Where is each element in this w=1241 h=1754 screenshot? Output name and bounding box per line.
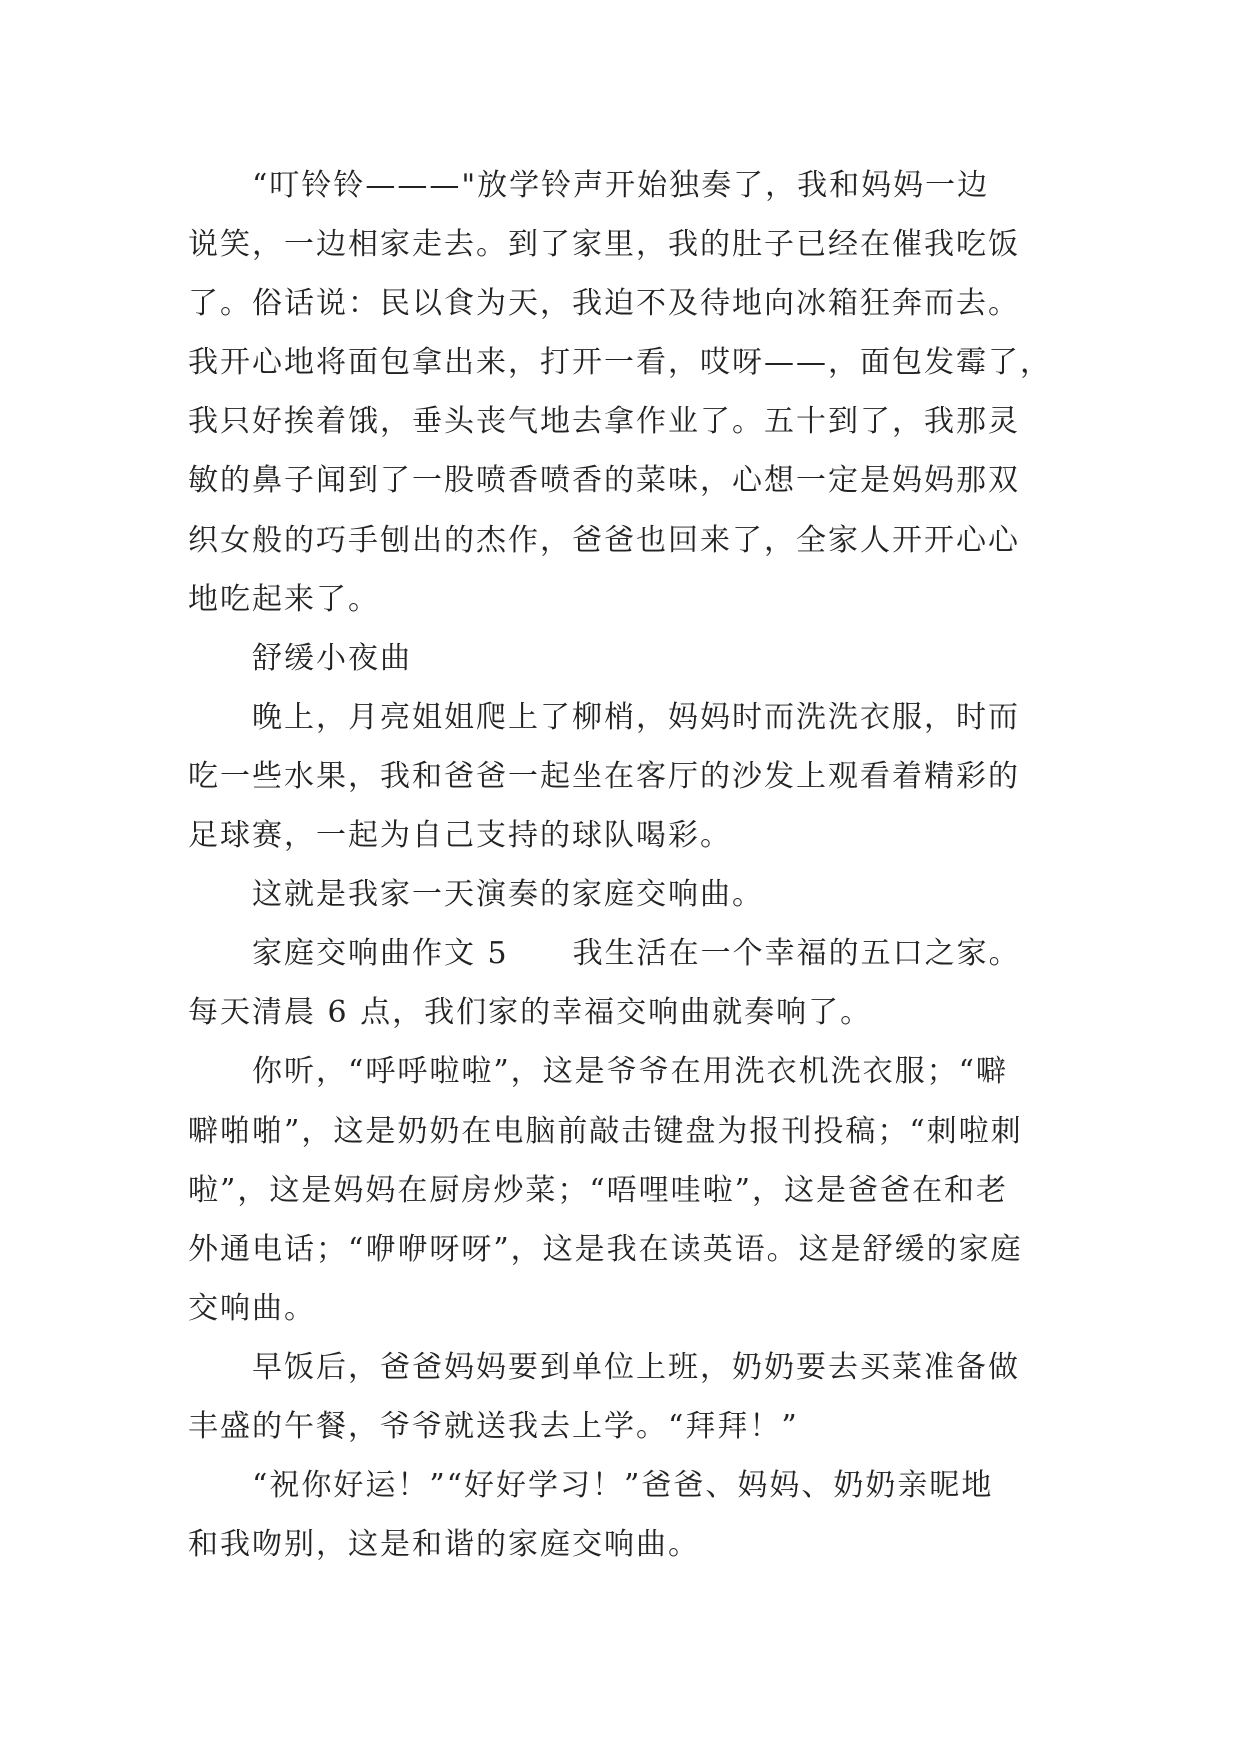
text-line: 交响曲。 — [188, 1290, 316, 1326]
text-line: 和我吻别，这是和谐的家庭交响曲。 — [188, 1527, 700, 1563]
text-line: 我开心地将面包拿出来，打开一看，哎呀——，面包发霉了， — [188, 345, 1052, 381]
text-line: “叮铃铃———"放学铃声开始独奏了，我和妈妈一边 — [252, 168, 990, 203]
document-body — [188, 156, 1088, 1574]
text-line: 说笑，一边相家走去。到了家里，我的肚子已经在催我吃饭 — [188, 227, 1020, 263]
text-line: 敏的鼻子闻到了一股喷香喷香的菜味，心想一定是妈妈那双 — [188, 463, 1020, 499]
text-line: 早饭后，爸爸妈妈要到单位上班，奶奶要去买菜准备做 — [252, 1349, 1020, 1385]
text-line: 了。俗话说：民以食为天，我迫不及待地向冰箱狂奔而去。 — [188, 286, 1020, 322]
text-line: 吃一些水果，我和爸爸一起坐在客厅的沙发上观看着精彩的 — [188, 758, 1020, 794]
text-line: 丰盛的午餐，爷爷就送我去上学。“拜拜！” — [188, 1408, 799, 1444]
text-line: 这就是我家一天演奏的家庭交响曲。 — [252, 877, 764, 913]
text-line: 我只好挨着饿，垂头丧气地去拿作业了。五十到了，我那灵 — [188, 404, 1020, 440]
text-line: 织女般的巧手刨出的杰作，爸爸也回来了，全家人开开心心 — [188, 522, 1020, 558]
text-line: 外通电话；“咿咿呀呀”，这是我在读英语。这是舒缓的家庭 — [188, 1231, 1023, 1267]
text-line: 噼啪啪”，这是奶奶在电脑前敲击键盘为报刊投稿；“刺啦刺 — [188, 1113, 1023, 1149]
text-line: 足球赛，一起为自己支持的球队喝彩。 — [188, 818, 732, 854]
text-line: 家庭交响曲作文 5 我生活在一个幸福的五口之家。 — [252, 936, 1021, 972]
text-line: 晚上，月亮姐姐爬上了柳梢，妈妈时而洗洗衣服，时而 — [252, 699, 1020, 735]
text-line: 你听，“呼呼啦啦”，这是爷爷在用洗衣机洗衣服；“噼 — [252, 1054, 1009, 1090]
text-line: “祝你好运！”“好好学习！”爸爸、妈妈、奶奶亲昵地 — [252, 1468, 994, 1504]
text-line: 每天清晨 6 点，我们家的幸福交响曲就奏响了。 — [188, 995, 873, 1031]
section-heading: 舒缓小夜曲 — [252, 640, 412, 676]
text-line: 啦”，这是妈妈在厨房炒菜；“唔哩哇啦”，这是爸爸在和老 — [188, 1172, 1009, 1208]
text-line: 地吃起来了。 — [188, 581, 380, 617]
